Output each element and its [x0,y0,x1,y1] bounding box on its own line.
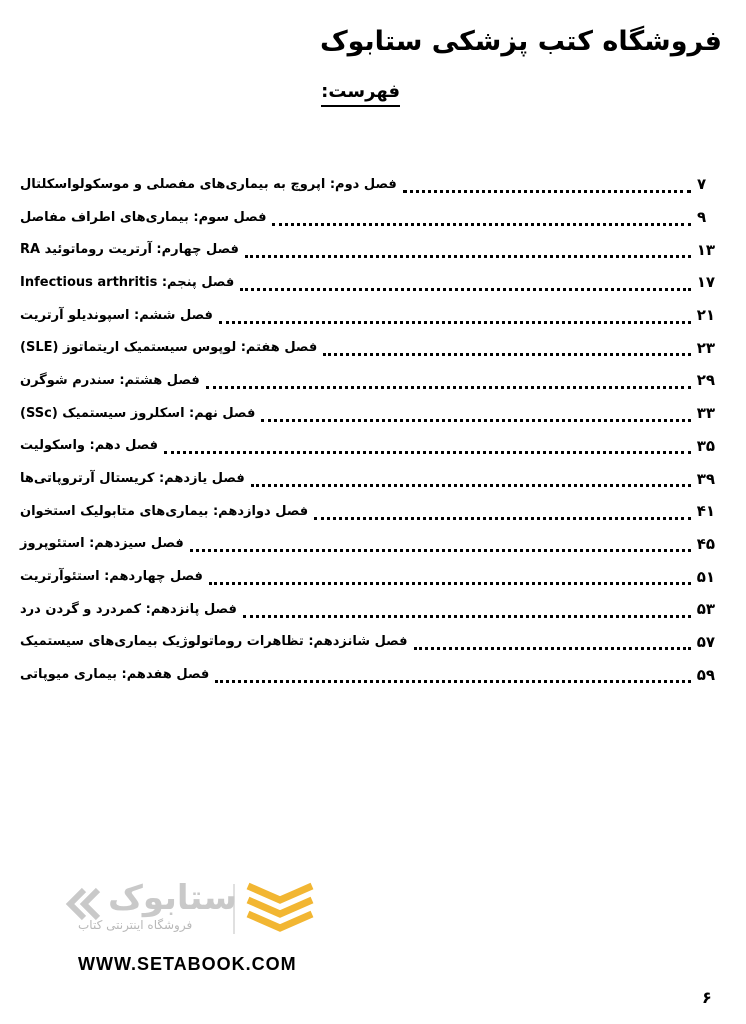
toc-entry-page: ۳۳ [696,404,715,423]
toc-leader-dots [209,568,691,585]
toc-leader-dots [206,372,691,389]
toc-leader-dots [164,437,691,454]
toc-row [20,201,715,234]
toc-leader-dots [240,274,690,291]
toc-row [20,560,715,593]
toc-leader-dots [243,601,691,618]
store-title: فروشگاه کتب پزشکی ستابوک [319,26,722,57]
page-number: ۶ [702,988,712,1007]
toc-leader-dots [245,241,691,258]
toc-entry-page: ۵۱ [696,567,715,586]
toc-entry-title: فصل چهارم: آرتریت روماتوئید RA [20,242,239,258]
toc-leader-dots [414,633,691,650]
toc-leader-dots [251,470,691,487]
toc-row [20,462,715,495]
toc-entry-page: ۲۱ [696,306,715,325]
logo-tagline: فروشگاه اینترنتی کتاب [78,918,193,932]
toc-entry-page: ۷ [697,175,707,194]
toc-entry-title: فصل یازدهم: کریستال آرتروپاتی‌ها [20,471,245,487]
toc-entry-title: فصل دوم: اپروچ به بیماری‌های مفصلی و موسکولواسکلتال [20,176,397,192]
toc-row [20,528,715,561]
toc-leader-dots [272,209,691,226]
toc-heading: فهرست: [321,80,400,107]
toc-entry-page: ۱۷ [696,273,715,292]
toc-entry-title: فصل دهم: واسکولیت [20,438,159,454]
toc-entry-page: ۵۷ [696,632,715,651]
toc-entry-page: ۵۳ [696,600,715,619]
toc-leader-dots [219,307,691,324]
toc-row [20,331,715,364]
website-link[interactable]: WWW.SETABOOK.COM [78,954,297,974]
toc-row [20,299,715,332]
toc-entry-page: ۱۳ [696,240,715,259]
toc-entry-page: ۴۱ [696,502,715,521]
toc-row [20,593,715,626]
toc-leader-dots [314,503,691,520]
toc-entry-page: ۵۹ [696,665,715,684]
toc-row [20,626,715,659]
toc-row [20,397,715,430]
toc-row [20,495,715,528]
toc-entry-title: فصل پنجم: Infectious arthritis [20,274,235,290]
toc-entry-title: فصل شانزدهم: تظاهرات روماتولوژیک بیماری‌های سیستمیک [20,634,408,650]
toc-row [20,658,715,691]
toc-entry-title: فصل هفدهم: بیماری میوپاتی [20,667,210,683]
toc-entry-title: فصل هشتم: سندرم شوگرن [20,372,200,388]
toc-entry-title: فصل چهاردهم: استئوآرتریت [20,569,203,585]
toc-row [20,430,715,463]
toc-entry-page: ۲۹ [696,371,715,390]
toc-entry-title: فصل دوازدهم: بیماری‌های متابولیک استخوان [20,503,309,519]
toc-leader-dots [261,405,690,422]
toc-entry-page: ۹ [697,208,707,227]
toc-entry-page: ۲۳ [696,338,715,357]
toc-leader-dots [323,339,690,356]
toc-entry-title: فصل نهم: اسکلروز سیستمیک (SSc) [20,405,256,421]
toc-entry-title: فصل سیزدهم: استئوپروز [20,536,184,552]
toc-row [20,233,715,266]
toc-leader-dots [403,176,691,193]
table-of-contents [20,168,715,691]
toc-entry-page: ۴۵ [696,534,715,553]
toc-leader-dots [190,535,691,552]
toc-entry-title: فصل سوم: بیماری‌های اطراف مفاصل [20,209,267,225]
toc-entry-title: فصل هفتم: لوپوس سیستمیک اریتماتوز (SLE) [20,340,318,356]
toc-entry-page: ۳۹ [696,469,715,488]
logo-name: ستابوک [108,878,237,918]
toc-row [20,168,715,201]
toc-entry-title: فصل پانزدهم: کمردرد و گردن درد [20,601,237,617]
toc-entry-title: فصل ششم: اسپوندیلو آرتریت [20,307,213,323]
toc-entry-page: ۳۵ [696,436,715,455]
toc-row [20,266,715,299]
toc-row [20,364,715,397]
toc-leader-dots [215,666,690,683]
